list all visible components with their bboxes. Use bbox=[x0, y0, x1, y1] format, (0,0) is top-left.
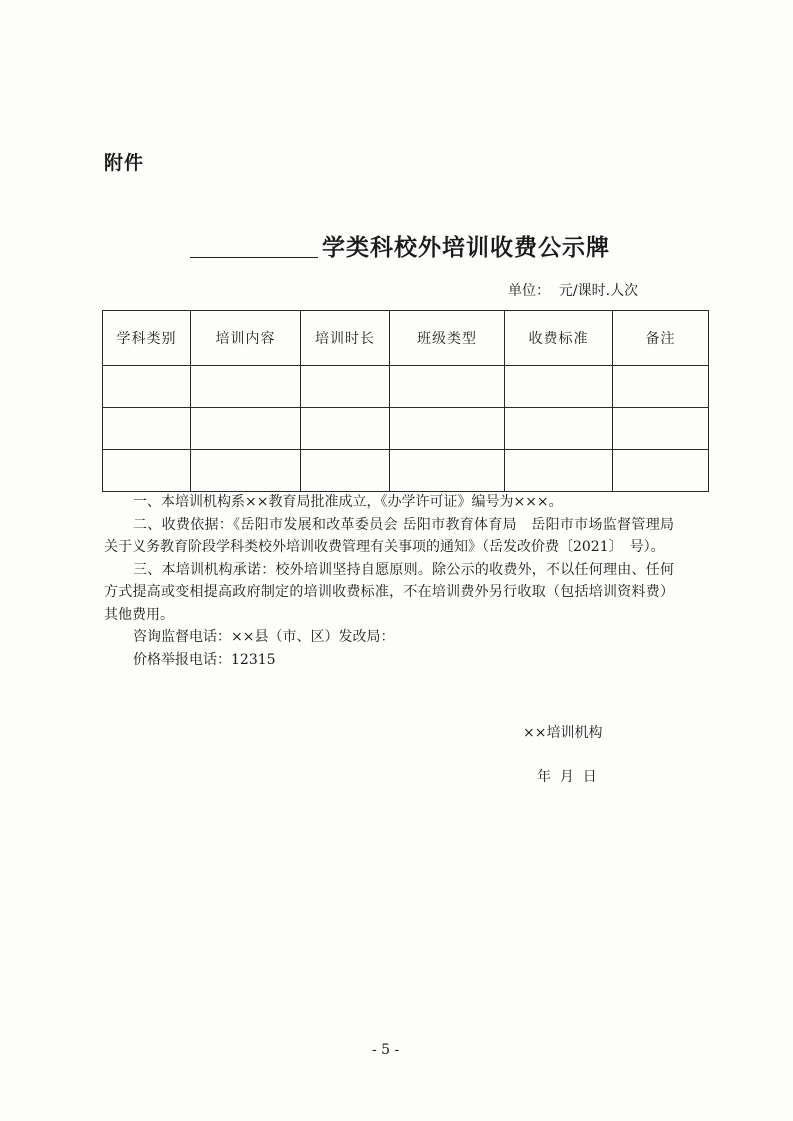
table-cell bbox=[301, 450, 390, 492]
table-cell bbox=[103, 450, 191, 492]
table-cell bbox=[390, 408, 505, 450]
table-cell bbox=[613, 366, 709, 408]
table-cell bbox=[390, 366, 505, 408]
table-cell bbox=[191, 450, 301, 492]
table-cell bbox=[505, 408, 613, 450]
table-cell bbox=[390, 450, 505, 492]
notice-body bbox=[104, 491, 674, 671]
page-number: - 5 - bbox=[372, 1042, 400, 1058]
column-header-content: 培训内容 bbox=[191, 311, 301, 366]
column-header-class-type: 班级类型 bbox=[390, 311, 505, 366]
table-cell bbox=[505, 366, 613, 408]
table-cell bbox=[613, 450, 709, 492]
paragraph-approval: 一、本培训机构系××教育局批准成立，《办学许可证》编号为×××。 bbox=[133, 494, 563, 510]
table-row bbox=[103, 408, 709, 450]
table-row bbox=[103, 366, 709, 408]
document-title: 学类科校外培训收费公示牌 bbox=[322, 235, 610, 261]
title-blank-line bbox=[190, 257, 318, 258]
unit-label: 单位： 元/课时.人次 bbox=[508, 283, 639, 299]
table-cell bbox=[103, 408, 191, 450]
signature-organization: ××培训机构 bbox=[523, 725, 603, 741]
table-row bbox=[103, 450, 709, 492]
table-cell bbox=[301, 366, 390, 408]
table-cell bbox=[505, 450, 613, 492]
column-header-remarks: 备注 bbox=[613, 311, 709, 366]
paragraph-commitment: 三、本培训机构承诺：校外培训坚持自愿原则。除公示的收费外，不以任何理由、任何方式提高或变相提高政府制定的培训收费标准，不在培训费外另行收取（包括培训资料费）其他费用。 bbox=[104, 561, 674, 623]
table-header-row bbox=[103, 311, 709, 366]
table-cell bbox=[191, 366, 301, 408]
paragraph-consult-phone: 咨询监督电话：××县（市、区）发改局： bbox=[133, 629, 395, 645]
table-cell bbox=[103, 366, 191, 408]
column-header-duration: 培训时长 bbox=[301, 311, 390, 366]
table-cell bbox=[613, 408, 709, 450]
signature-date: 年 月 日 bbox=[537, 769, 597, 785]
column-header-subject: 学科类别 bbox=[103, 311, 191, 366]
attachment-label: 附件 bbox=[104, 152, 145, 174]
table-cell bbox=[301, 408, 390, 450]
table-cell bbox=[191, 408, 301, 450]
column-header-fee: 收费标准 bbox=[505, 311, 613, 366]
paragraph-report-phone: 价格举报电话：12315 bbox=[133, 651, 276, 668]
fee-table bbox=[102, 310, 709, 492]
paragraph-fee-basis: 二、收费依据：《岳阳市发展和改革委员会 岳阳市教育体育局 岳阳市市场监督管理局关于义务教育阶段学科类校外培训收费管理有关事项的通知》（岳发改价费〔2021〕 号）。 bbox=[104, 516, 674, 555]
